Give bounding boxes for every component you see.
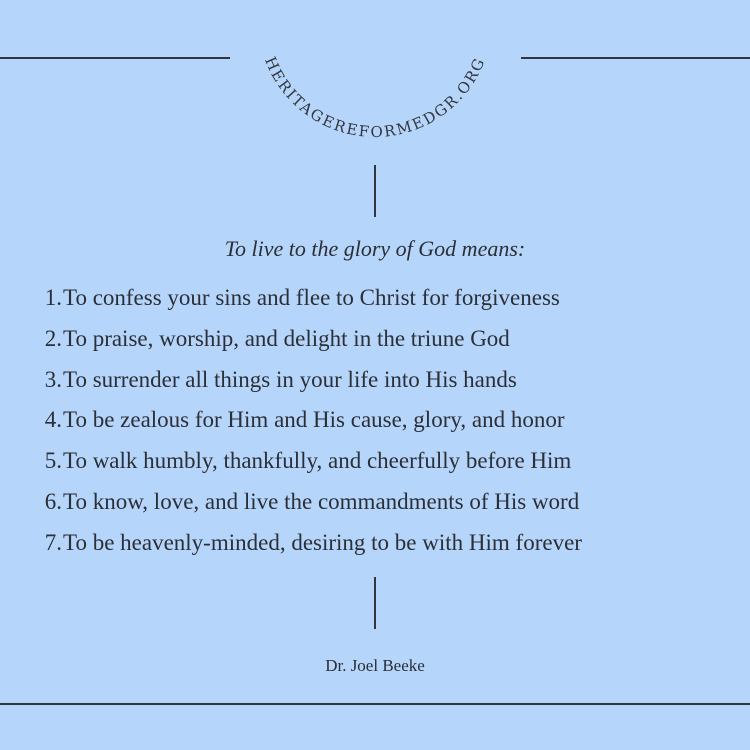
item-number: 3. (44, 366, 62, 392)
item-number: 2. (44, 325, 62, 351)
author-name: Dr. Joel Beeke (325, 656, 425, 675)
item-text: To be zealous for Him and His cause, glory, and honor (63, 407, 565, 433)
item-text: To praise, worship, and delight in the triune God (63, 325, 510, 351)
list-item (38, 523, 728, 564)
item-number: 1. (44, 285, 62, 310)
lower-divider (374, 577, 376, 629)
quote-heading: To live to the glory of God means: (224, 236, 526, 261)
points-list (38, 278, 728, 564)
list-item (38, 319, 728, 360)
bottom-rule (0, 703, 750, 705)
list-item (38, 482, 728, 523)
item-number: 5. (44, 448, 62, 474)
list-item (38, 278, 728, 319)
item-number: 6. (44, 488, 62, 514)
list-item (38, 400, 728, 441)
item-number: 7. (44, 529, 62, 555)
list-item (38, 441, 728, 482)
item-text: To know, love, and live the commandments of His word (63, 488, 580, 514)
list-item (38, 360, 728, 401)
site-url-text: HERITAGEREFORMEDGR.ORG (261, 54, 489, 142)
upper-divider (374, 165, 376, 217)
item-text: To be heavenly-minded, desiring to be with Him forever (63, 529, 582, 555)
item-text: To confess your sins and flee to Christ for forgiveness (63, 285, 560, 310)
item-text: To walk humbly, thankfully, and cheerfully before Him (63, 448, 572, 474)
item-text: To surrender all things in your life into His hands (63, 366, 517, 392)
item-number: 4. (44, 407, 62, 433)
